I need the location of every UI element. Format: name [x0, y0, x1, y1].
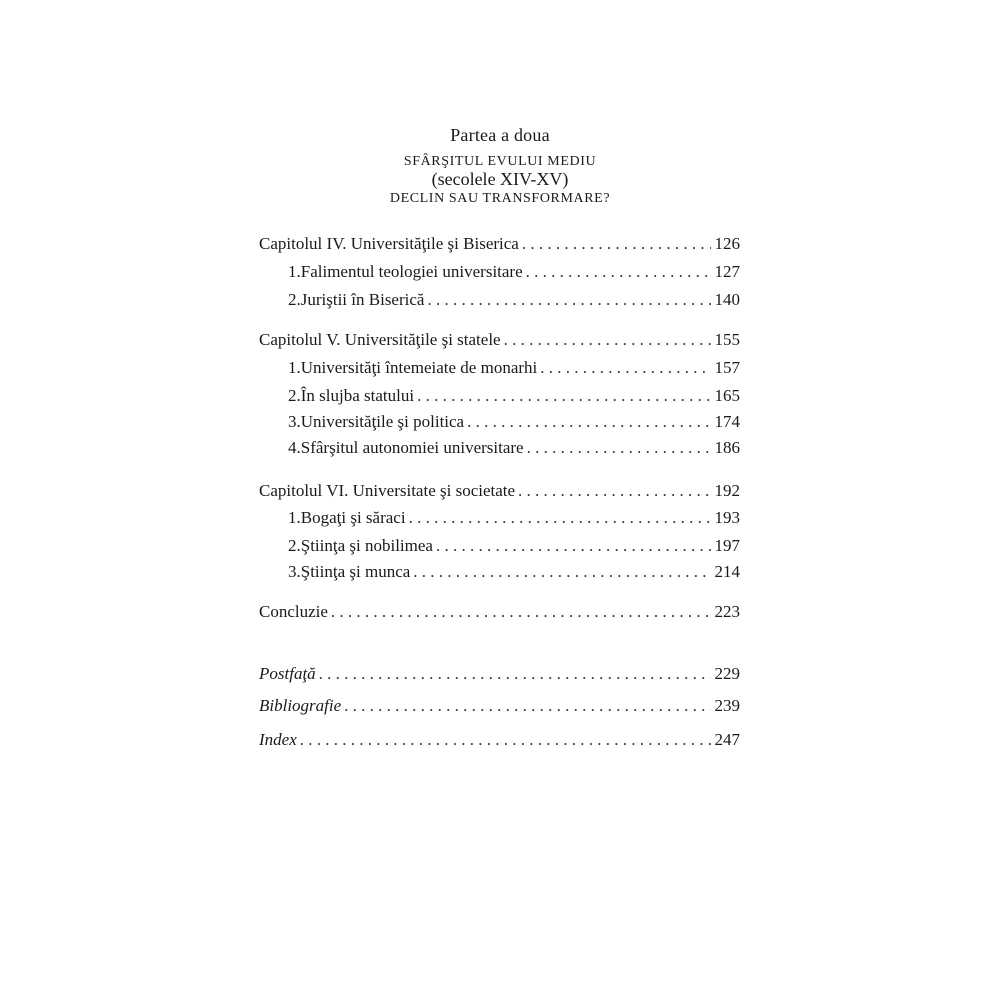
toc-section-row [288, 559, 740, 585]
toc-dot-leader [518, 478, 710, 504]
toc-section-number: 2. [288, 536, 301, 555]
toc-entry-label: Juriştii în Biserică [300, 290, 425, 309]
toc-section-number: 2. [288, 386, 301, 405]
toc-entry-label: În slujba statului [300, 386, 415, 405]
toc-entry-label: Universităţi întemeiate de monarhi [300, 358, 538, 377]
part-subtitle: DECLIN SAU TRANSFORMARE? [389, 191, 611, 206]
toc-dot-leader [436, 533, 711, 559]
toc-section-number: 3. [288, 562, 301, 581]
toc-dot-leader [522, 231, 711, 257]
toc-page-number: 140 [714, 290, 740, 309]
toc-chapter-row [259, 478, 740, 504]
toc-page-number: 229 [714, 664, 740, 683]
toc-dot-leader [527, 435, 711, 461]
part-period: (secolele XIV-XV) [431, 169, 569, 189]
toc-entry-label: Bibliografie [259, 696, 342, 715]
part-title: Partea a doua [450, 125, 550, 145]
toc-page-number: 186 [714, 438, 740, 457]
toc-dot-leader [344, 693, 710, 719]
toc-section-row [288, 355, 740, 381]
toc-section-number: 1. [288, 262, 301, 281]
toc-dot-leader [467, 409, 710, 435]
toc-entry-label: Postfaţă [259, 664, 316, 683]
toc-section-row [288, 287, 740, 313]
toc-page-number: 126 [714, 234, 740, 253]
toc-entry-label: Falimentul teologiei universitare [300, 262, 523, 281]
toc-section-number: 4. [288, 438, 301, 457]
toc-page-number: 174 [714, 412, 740, 431]
toc-entry-label: Concluzie [259, 602, 328, 621]
toc-section-row [288, 383, 740, 409]
toc-dot-leader [319, 661, 711, 687]
toc-backmatter-row [259, 693, 740, 719]
toc-chapter-row [259, 327, 740, 353]
toc-dot-leader [540, 355, 710, 381]
toc-section-row [288, 533, 740, 559]
toc-entry-label: Bogaţi şi săraci [300, 508, 406, 527]
toc-entry-label: Ştiinţa şi nobilimea [300, 536, 433, 555]
toc-dot-leader [413, 559, 710, 585]
toc-section-number: 3. [288, 412, 301, 431]
toc-section-number: 2. [288, 290, 301, 309]
toc-dot-leader [331, 599, 711, 625]
toc-section-number: 1. [288, 508, 301, 527]
toc-section-row [288, 505, 740, 531]
toc-page-number: 247 [714, 730, 740, 749]
toc-chapter-row [259, 231, 740, 257]
toc-page-number: 197 [714, 536, 740, 555]
toc-page-number: 127 [714, 262, 740, 281]
toc-section-row [288, 259, 740, 285]
toc-page-number: 157 [714, 358, 740, 377]
toc-entry-label: Sfârşitul autonomiei universitare [300, 438, 524, 457]
toc-page-number: 193 [714, 508, 740, 527]
toc-section-row [288, 409, 740, 435]
toc-entry-label: Ştiinţa şi munca [300, 562, 411, 581]
toc-dot-leader [300, 727, 711, 753]
toc-page-number: 192 [714, 481, 740, 500]
toc-entry-label: Capitolul VI. Universitate şi societate [259, 481, 516, 500]
toc-chapter-row [259, 599, 740, 625]
toc-entry-label: Capitolul IV. Universităţile şi Biserica [259, 234, 519, 253]
toc-page-number: 239 [714, 696, 740, 715]
toc-entry-label: Universităţile şi politica [300, 412, 465, 431]
toc-dot-leader [409, 505, 711, 531]
toc-page-number: 155 [714, 330, 740, 349]
toc-section-row [288, 435, 740, 461]
toc-dot-leader [504, 327, 711, 353]
toc-dot-leader [427, 287, 710, 313]
part-main-title: SFÂRŞITUL EVULUI MEDIU [403, 154, 597, 169]
toc-page-number: 214 [714, 562, 740, 581]
toc-section-number: 1. [288, 358, 301, 377]
toc-dot-leader [526, 259, 711, 285]
toc-page-number: 223 [714, 602, 740, 621]
toc-page-number: 165 [714, 386, 740, 405]
toc-dot-leader [417, 383, 710, 409]
toc-entry-label: Capitolul V. Universităţile şi statele [259, 330, 501, 349]
toc-backmatter-row [259, 661, 740, 687]
toc-backmatter-row [259, 727, 740, 753]
toc-entry-label: Index [259, 730, 297, 749]
